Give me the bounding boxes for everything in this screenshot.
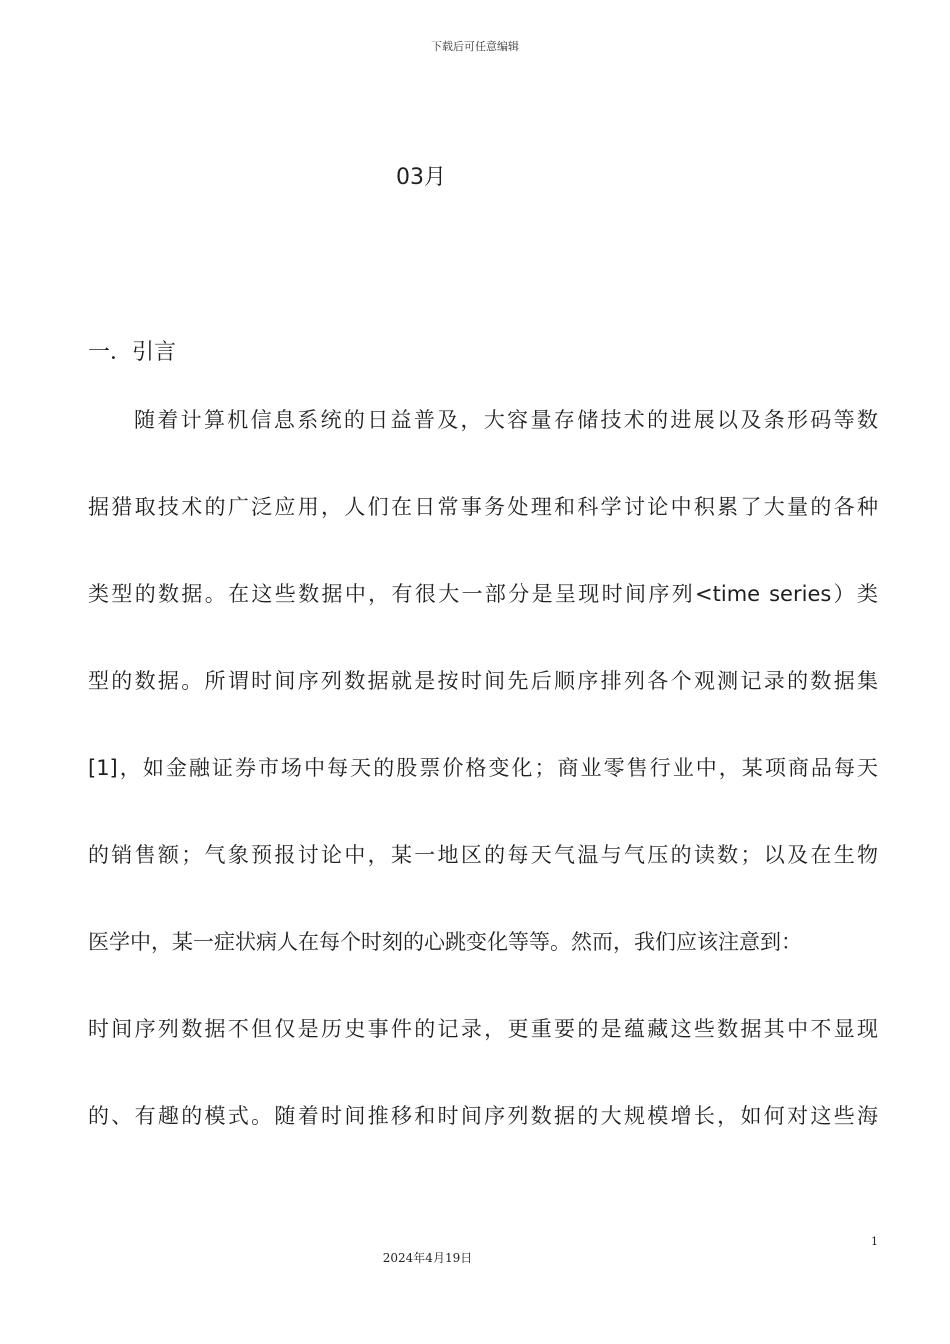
document-title: 03月: [396, 165, 446, 190]
paragraph-line: [1]，如金融证券市场中每天的股票价格变化；商业零售行业中，某项商品每天: [88, 756, 878, 780]
paragraph-line: 医学中，某一症状病人在每个时刻的心跳变化等等。然而，我们应该注意到：: [88, 930, 802, 954]
paragraph-line: 随着计算机信息系统的日益普及，大容量存储技术的进展以及条形码等数: [134, 408, 878, 432]
paragraph-line: 据猎取技术的广泛应用，人们在日常事务处理和科学讨论中积累了大量的各种: [88, 495, 878, 519]
page-number: 1: [871, 1235, 878, 1248]
paragraph-line: 的销售额；气象预报讨论中，某一地区的每天气温与气压的读数；以及在生物: [88, 843, 878, 867]
paragraph-line: 类型的数据。在这些数据中，有很大一部分是呈现时间序列<time series）类: [88, 582, 878, 606]
paragraph-line: 时间序列数据不但仅是历史事件的记录，更重要的是蕴藏这些数据其中不显现: [88, 1017, 878, 1041]
paragraph-line: 的、有趣的模式。随着时间推移和时间序列数据的大规模增长，如何对这些海: [88, 1104, 878, 1128]
page-header: 下载后可任意编辑: [431, 40, 519, 53]
section-heading: 一．引言: [88, 340, 177, 365]
page-footer-date: 2024年4月19日: [382, 1251, 473, 1265]
paragraph-line: 型的数据。所谓时间序列数据就是按时间先后顺序排列各个观测记录的数据集: [88, 669, 878, 693]
